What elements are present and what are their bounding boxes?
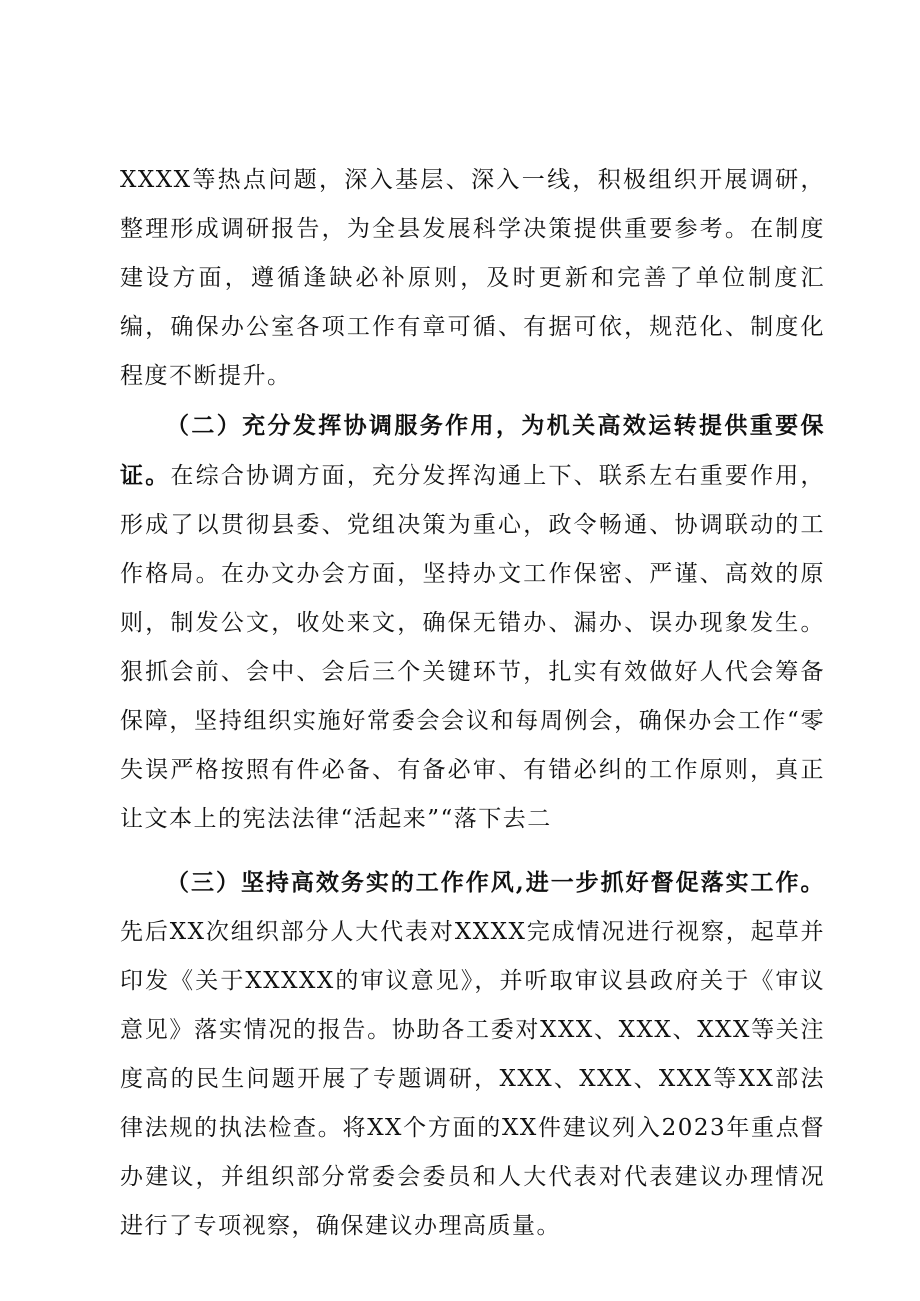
document-body xyxy=(120,156,825,1251)
section-2-body: 在综合协调方面，充分发挥沟通上下、联系左右重要作用，形成了以贯彻县委、党组决策为重心，政令畅通、协调联动的工作格局。在办文办会方面，坚持办文工作保密、严谨、高效的原则，制发公文，收处来文，确保无错办、漏办、误办现象发生。狠抓会前、会中、会后三个关键环节，扎实有效做好人代会筹备保障，坚持组织实施好常委会会议和每周例会，确保办会工作“零失误严格按照有件必备、有备必审、有错必纠的工作原则，真正让文本上的宪法法律“活起来”“落下去二 xyxy=(120,463,826,832)
paragraph-1: XXXX等热点问题，深入基层、深入一线，积极组织开展调研，整理形成调研报告，为全县发展科学决策提供重要参考。在制度建设方面，遵循逢缺必补原则，及时更新和完善了单位制度汇编，确保办公室各项工作有章可循、有据可依，规范化、制度化程度不断提升。 xyxy=(120,167,825,389)
section-3-heading: （三）坚持高效务实的工作作风,进一步抓好督促落实工作。 xyxy=(166,869,825,896)
paragraph-section-3 xyxy=(120,858,825,1251)
section-2-heading: （二）充分发挥协调服务作用，为机关高效运转提供重要保证。 xyxy=(120,412,825,489)
paragraph-section-2 xyxy=(120,401,825,844)
section-3-body: 先后XX次组织部分人大代表对XXXX完成情况进行视察，起草并印发《关于XXXXX的审议意见》，并听取审议县政府关于《审议意见》落实情况的报告。协助各工委对XXX、XXX、XXX等关注度高的民生问题开展了专题调研，XXX、XXX、XXX等XX部法律法规的执法检查。将XX个方面的XX件建议列入2023年重点督办建议，并组织部分常委会委员和人大代表对代表建议办理情况进行了专项视察，确保建议办理高质量。 xyxy=(120,919,825,1239)
